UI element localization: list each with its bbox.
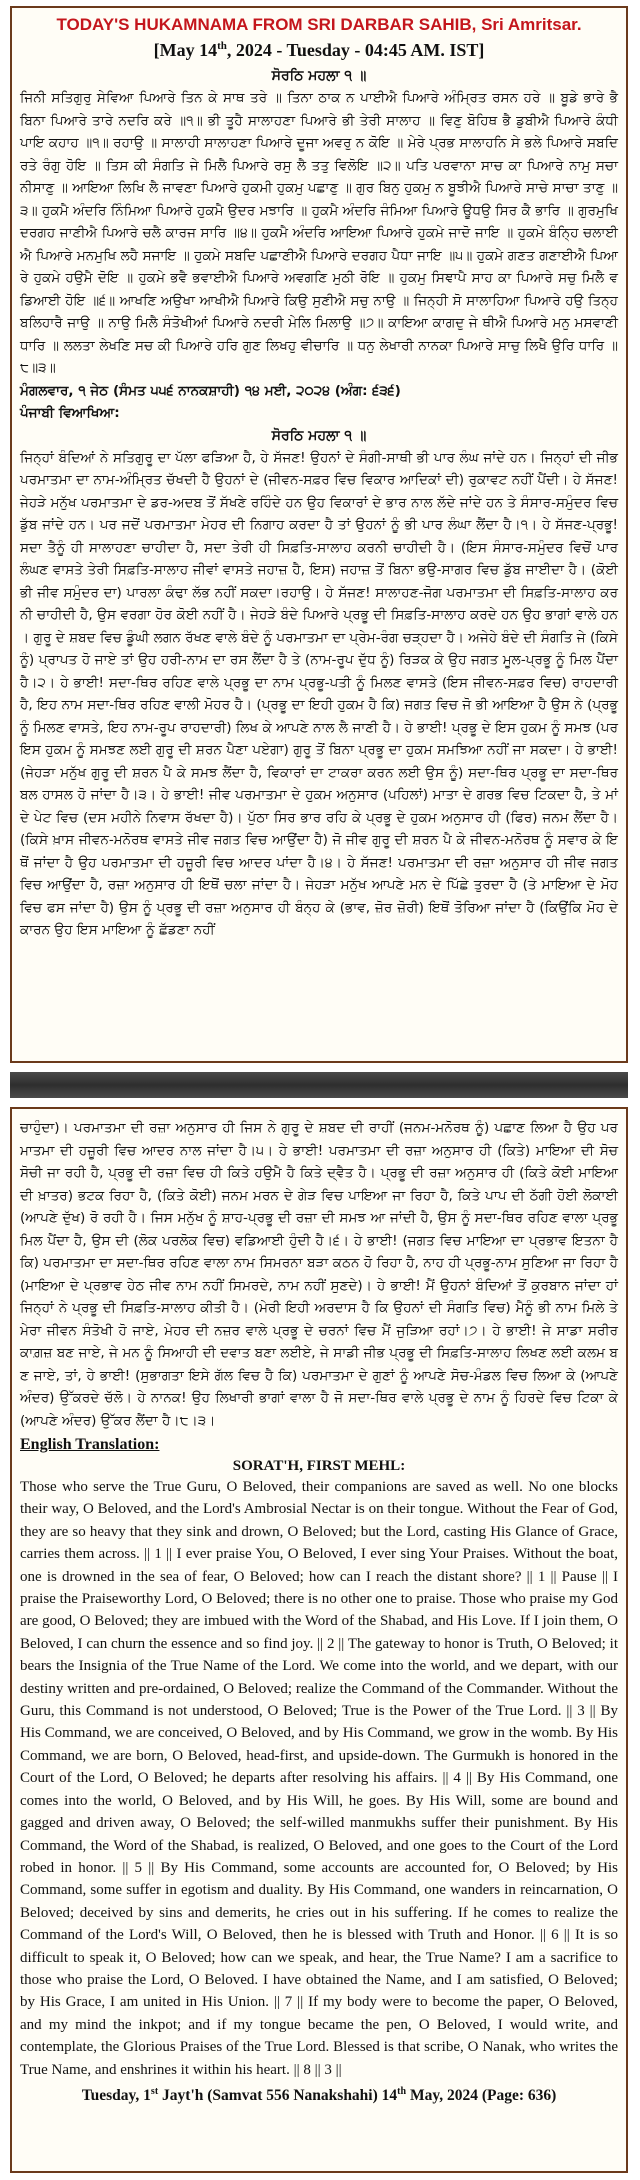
date-time-header: [May 14th, 2024 - Tuesday - 04:45 AM. IST]	[153, 40, 485, 60]
english-translation-text: Those who serve the True Guru, O Beloved, their companions are saved as well. No one blocks their way, O Beloved, and the Lord's Ambrosial Nectar is on their tongue. Without the Fear of God, they are so heavy that they sink and drown, O Beloved; but the Lord, casting His Glance of Grace, carries them across. || 1 || I ever praise You, O Beloved, I ever sing Your Praises. Without the boat, one is drowned in the sea of fear, O Beloved; how can I reach the distant shore? || 1 || Pause || I praise the Praiseworthy Lord, O Beloved; there is no other one to praise. Those who praise my God are good, O Beloved; they are imbued with the Word of the Shabad, and His Love. If I join them, O Beloved, I can churn the essence and so find joy. || 2 || The gateway to honor is Truth, O Beloved; it bears the Insignia of the True Name of the Lord. We come into the world, and we depart, with our destiny written and pre-ordained, O Beloved; realize the Command of the Commander. Without the Guru, this Command is not understood, O Beloved; True is the Power of the True Lord. || 3 || By His Command, we are conceived, O Beloved, and by His Command, we grow in the womb. By His Command, we are born, O Beloved, head-first, and upside-down. The Gurmukh is honored in the Court of the Lord, O Beloved; he departs after resolving his affairs. || 4 || By His Command, one comes into the world, O Beloved, and by His Will, he goes. By His Will, some are bound and gagged and driven away, O Beloved; the self-willed manmukhs suffer their punishment. By His Command, the Word of the Shabad, is realized, O Beloved, and one goes to the Court of the Lord robed in honor. || 5 || By His Command, some accounts are accounted for, O Beloved; by His Command, some suffer in egotism and duality. By His Command, one wanders in reincarnation, O Beloved; deceived by sins and demerits, he cries out in his suffering. If he comes to realize the Command of the Lord's Will, O Beloved, then he is blessed with Truth and Honor. || 6 || It is so difficult to speak it, O Beloved; how can we speak, and hear, the True Name? I am a sacrifice to those who praise the Lord, O Beloved. I have obtained the Name, and I am satisfied, O Beloved; by His Grace, I am united in His Union. || 7 || If my body were to become the paper, O Beloved, and my mind the inkpot; and if my tongue became the pen, O Beloved, I would write, and contemplate, the Glorious Praises of the True Lord. Blessed is that scribe, O Nanak, who writes the True Name, and enshrines it within his heart. || 8 || 3 ||	[20, 1479, 618, 2078]
section-divider	[10, 1072, 628, 1098]
english-translation-heading: English Translation:	[20, 1436, 160, 1453]
gurbani-text: ਜਿਨੀ ਸਤਿਗੁਰੁ ਸੇਵਿਆ ਪਿਆਰੇ ਤਿਨ ਕੇ ਸਾਥ ਤਰੇ ॥ ਤਿਨਾ ਠਾਕ ਨ ਪਾਈਐ ਪਿਆਰੇ ਅੰਮ੍ਰਿਤ ਰਸਨ ਹਰੇ ॥ ਬੂਡੇ ਭਾਰੇ ਭੈ ਬਿਨਾ ਪਿਆਰੇ ਤਾਰੇ ਨਦਰਿ ਕਰੇ ॥੧॥ ਭੀ ਤੂਹੈ ਸਾਲਾਹਣਾ ਪਿਆਰੇ ਭੀ ਤੇਰੀ ਸਾਲਾਹ ॥ ਵਿਣੁ ਬੋਹਿਥ ਭੈ ਡੁਬੀਐ ਪਿਆਰੇ ਕੰਧੀ ਪਾਇ ਕਹਾਹ ॥੧॥ ਰਹਾਉ ॥ ਸਾਲਾਹੀ ਸਾਲਾਹਣਾ ਪਿਆਰੇ ਦੂਜਾ ਅਵਰੁ ਨ ਕੋਇ ॥ ਮੇਰੇ ਪ੍ਰਭ ਸਾਲਾਹਨਿ ਸੇ ਭਲੇ ਪਿਆਰੇ ਸਬਦਿ ਰਤੇ ਰੰਗੁ ਹੋਇ ॥ ਤਿਸ ਕੀ ਸੰਗਤਿ ਜੇ ਮਿਲੈ ਪਿਆਰੇ ਰਸੁ ਲੈ ਤਤੁ ਵਿਲੋਇ ॥੨॥ ਪਤਿ ਪਰਵਾਨਾ ਸਾਚ ਕਾ ਪਿਆਰੇ ਨਾਮੁ ਸਚਾ ਨੀਸਾਣੁ ॥ ਆਇਆ ਲਿਖਿ ਲੈ ਜਾਵਣਾ ਪਿਆਰੇ ਹੁਕਮੀ ਹੁਕਮੁ ਪਛਾਣੁ ॥ ਗੁਰ ਬਿਨੁ ਹੁਕਮੁ ਨ ਬੂਝੀਐ ਪਿਆਰੇ ਸਾਚੇ ਸਾਚਾ ਤਾਣੁ ॥੩॥ ਹੁਕਮੈ ਅੰਦਰਿ ਨਿੰਮਿਆ ਪਿਆਰੇ ਹੁਕਮੈ ਉਦਰ ਮਝਾਰਿ ॥ ਹੁਕਮੈ ਅੰਦਰਿ ਜੰਮਿਆ ਪਿਆਰੇ ਊਧਉ ਸਿਰ ਕੈ ਭਾਰਿ ॥ ਗੁਰਮੁਖਿ ਦਰਗਹ ਜਾਣੀਐ ਪਿਆਰੇ ਚਲੈ ਕਾਰਜ ਸਾਰਿ ॥੪॥ ਹੁਕਮੈ ਅੰਦਰਿ ਆਇਆ ਪਿਆਰੇ ਹੁਕਮੇ ਜਾਦੋ ਜਾਇ ॥ ਹੁਕਮੇ ਬੰਨ੍ਹਿ ਚਲਾਈਐ ਪਿਆਰੇ ਮਨਮੁਖਿ ਲਹੈ ਸਜਾਇ ॥ ਹੁਕਮੇ ਸਬਦਿ ਪਛਾਣੀਐ ਪਿਆਰੇ ਦਰਗਹ ਪੈਧਾ ਜਾਇ ॥੫॥ ਹੁਕਮੇ ਗਣਤ ਗਣਾਈਐ ਪਿਆਰੇ ਹੁਕਮੇ ਹਉਮੈ ਦੋਇ ॥ ਹੁਕਮੇ ਭਵੈ ਭਵਾਈਐ ਪਿਆਰੇ ਅਵਗਣਿ ਮੁਠੀ ਰੋਇ ॥ ਹੁਕਮੁ ਸਿਞਾਪੈ ਸਾਹ ਕਾ ਪਿਆਰੇ ਸਚੁ ਮਿਲੈ ਵਡਿਆਈ ਹੋਇ ॥੬॥ ਆਖਣਿ ਅਉਖਾ ਆਖੀਐ ਪਿਆਰੇ ਕਿਉ ਸੁਣੀਐ ਸਚੁ ਨਾਉ ॥ ਜਿਨ੍ਹੀ ਸੋ ਸਾਲਾਹਿਆ ਪਿਆਰੇ ਹਉ ਤਿਨ੍ਹ ਬਲਿਹਾਰੈ ਜਾਉ ॥ ਨਾਉ ਮਿਲੈ ਸੰਤੋਖੀਆਂ ਪਿਆਰੇ ਨਦਰੀ ਮੇਲਿ ਮਿਲਾਉ ॥੭॥ ਕਾਇਆ ਕਾਗਦੁ ਜੇ ਥੀਐ ਪਿਆਰੇ ਮਨੁ ਮਸਵਾਣੀ ਧਾਰਿ ॥ ਲਲਤਾ ਲੇਖਣਿ ਸਚ ਕੀ ਪਿਆਰੇ ਹਰਿ ਗੁਣ ਲਿਖਹੁ ਵੀਚਾਰਿ ॥ ਧਨੁ ਲੇਖਾਰੀ ਨਾਨਕਾ ਪਿਆਰੇ ਸਾਚੁ ਲਿਖੈ ਉਰਿ ਧਾਰਿ ॥੮॥੩॥	[20, 90, 618, 376]
page-title: TODAY'S HUKAMNAMA FROM SRI DARBAR SAHIB, Sri Amritsar.	[56, 15, 582, 34]
gurmukhi-date-line: ਮੰਗਲਵਾਰ, ੧ ਜੇਠ (ਸੰਮਤ ੫੫੬ ਨਾਨਕਸ਼ਾਹੀ) ੧੪ ਮਈ, ੨੦੨੪ (ਅੰਗ: ੬੩੬)	[20, 382, 401, 399]
punjabi-heading: ਸੋਰਠਿ ਮਹਲਾ ੧ ॥	[271, 427, 367, 444]
gurbani-heading: ਸੋਰਠਿ ਮਹਲਾ ੧ ॥	[271, 68, 367, 84]
punjabi-explanation-text-top: ਜਿਨ੍ਹਾਂ ਬੰਦਿਆਂ ਨੇ ਸਤਿਗੁਰੂ ਦਾ ਪੱਲਾ ਫੜਿਆ ਹੈ, ਹੇ ਸੱਜਣ! ਉਹਨਾਂ ਦੇ ਸੰਗੀ-ਸਾਥੀ ਭੀ ਪਾਰ ਲੰਘ ਜਾਂਦੇ ਹਨ। ਜਿਨ੍ਹਾਂ ਦੀ ਜੀਭ ਪਰਮਾਤਮਾ ਦਾ ਨਾਮ-ਅੰਮ੍ਰਿਤ ਚੱਖਦੀ ਹੈ ਉਹਨਾਂ ਦੇ (ਜੀਵਨ-ਸਫ਼ਰ ਵਿਚ ਵਿਕਾਰ ਆਦਿਕਾਂ ਦੀ) ਰੁਕਾਵਟ ਨਹੀਂ ਪੈਂਦੀ। ਹੇ ਸੱਜਣ! ਜੇਹੜੇ ਮਨੁੱਖ ਪਰਮਾਤਮਾ ਦੇ ਡਰ-ਅਦਬ ਤੋਂ ਸੱਖਣੇ ਰਹਿੰਦੇ ਹਨ ਉਹ ਵਿਕਾਰਾਂ ਦੇ ਭਾਰ ਨਾਲ ਲੱਦੇ ਜਾਂਦੇ ਹਨ ਤੇ ਸੰਸਾਰ-ਸਮੁੰਦਰ ਵਿਚ ਡੁੱਬ ਜਾਂਦੇ ਹਨ। ਪਰ ਜਦੋਂ ਪਰਮਾਤਮਾ ਮੇਹਰ ਦੀ ਨਿਗਾਹ ਕਰਦਾ ਹੈ ਤਾਂ ਉਹਨਾਂ ਨੂੰ ਭੀ ਪਾਰ ਲੰਘਾ ਲੈਂਦਾ ਹੈ।੧। ਹੇ ਸੱਜਣ-ਪ੍ਰਭੂ! ਸਦਾ ਤੈਨੂੰ ਹੀ ਸਾਲਾਹਣਾ ਚਾਹੀਦਾ ਹੈ, ਸਦਾ ਤੇਰੀ ਹੀ ਸਿਫ਼ਤਿ-ਸਾਲਾਹ ਕਰਨੀ ਚਾਹੀਦੀ ਹੈ। (ਇਸ ਸੰਸਾਰ-ਸਮੁੰਦਰ ਵਿਚੋਂ ਪਾਰ ਲੰਘਣ ਵਾਸਤੇ ਤੇਰੀ ਸਿਫ਼ਤਿ-ਸਾਲਾਹ ਜੀਵਾਂ ਵਾਸਤੇ ਜਹਾਜ਼ ਹੈ, ਇਸ) ਜਹਾਜ਼ ਤੋਂ ਬਿਨਾ ਭਉ-ਸਾਗਰ ਵਿਚ ਡੁੱਬ ਜਾਈਦਾ ਹੈ। (ਕੋਈ ਭੀ ਜੀਵ ਸਮੁੰਦਰ ਦਾ) ਪਾਰਲਾ ਕੰਢਾ ਲੱਭ ਨਹੀਂ ਸਕਦਾ।ਰਹਾਉ। ਹੇ ਸੱਜਣ! ਸਾਲਾਹਣ-ਜੋਗ ਪਰਮਾਤਮਾ ਦੀ ਸਿਫ਼ਤਿ-ਸਾਲਾਹ ਕਰਨੀ ਚਾਹੀਦੀ ਹੈ, ਉਸ ਵਰਗਾ ਹੋਰ ਕੋਈ ਨਹੀਂ ਹੈ। ਜੇਹੜੇ ਬੰਦੇ ਪਿਆਰੇ ਪ੍ਰਭੂ ਦੀ ਸਿਫ਼ਤਿ-ਸਾਲਾਹ ਕਰਦੇ ਹਨ ਉਹ ਭਾਗਾਂ ਵਾਲੇ ਹਨ। ਗੁਰੂ ਦੇ ਸ਼ਬਦ ਵਿਚ ਡੂੰਘੀ ਲਗਨ ਰੱਖਣ ਵਾਲੇ ਬੰਦੇ ਨੂੰ ਪਰਮਾਤਮਾ ਦਾ ਪ੍ਰੇਮ-ਰੰਗ ਚੜ੍ਹਦਾ ਹੈ। ਅਜੇਹੇ ਬੰਦੇ ਦੀ ਸੰਗਤਿ ਜੇ (ਕਿਸੇ ਨੂੰ) ਪ੍ਰਾਪਤ ਹੋ ਜਾਏ ਤਾਂ ਉਹ ਹਰੀ-ਨਾਮ ਦਾ ਰਸ ਲੈਂਦਾ ਹੈ ਤੇ (ਨਾਮ-ਰੂਪ ਦੁੱਧ ਨੂੰ) ਰਿੜਕ ਕੇ ਉਹ ਜਗਤ ਮੂਲ-ਪ੍ਰਭੂ ਨੂੰ ਮਿਲ ਪੈਂਦਾ ਹੈ।੨। ਹੇ ਭਾਈ! ਸਦਾ-ਥਿਰ ਰਹਿਣ ਵਾਲੇ ਪ੍ਰਭੂ ਦਾ ਨਾਮ ਪ੍ਰਭੂ-ਪਤੀ ਨੂੰ ਮਿਲਣ ਵਾਸਤੇ (ਇਸ ਜੀਵਨ-ਸਫ਼ਰ ਵਿਚ) ਰਾਹਦਾਰੀ ਹੈ, ਇਹ ਨਾਮ ਸਦਾ-ਥਿਰ ਰਹਿਣ ਵਾਲੀ ਮੋਹਰ ਹੈ। (ਪ੍ਰਭੂ ਦਾ ਇਹੀ ਹੁਕਮ ਹੈ ਕਿ) ਜਗਤ ਵਿਚ ਜੋ ਭੀ ਆਇਆ ਹੈ ਉਸ ਨੇ (ਪ੍ਰਭੂ ਨੂੰ ਮਿਲਣ ਵਾਸਤੇ, ਇਹ ਨਾਮ-ਰੂਪ ਰਾਹਦਾਰੀ) ਲਿਖ ਕੇ ਆਪਣੇ ਨਾਲ ਲੈ ਜਾਣੀ ਹੈ। ਹੇ ਭਾਈ! ਪ੍ਰਭੂ ਦੇ ਇਸ ਹੁਕਮ ਨੂੰ ਸਮਝ (ਪਰ ਇਸ ਹੁਕਮ ਨੂੰ ਸਮਝਣ ਲਈ ਗੁਰੂ ਦੀ ਸ਼ਰਨ ਪੈਣਾ ਪਏਗਾ) ਗੁਰੂ ਤੋਂ ਬਿਨਾ ਪ੍ਰਭੂ ਦਾ ਹੁਕਮ ਸਮਝਿਆ ਨਹੀਂ ਜਾ ਸਕਦਾ। ਹੇ ਭਾਈ! (ਜੇਹੜਾ ਮਨੁੱਖ ਗੁਰੂ ਦੀ ਸ਼ਰਨ ਪੈ ਕੇ ਸਮਝ ਲੈਂਦਾ ਹੈ, ਵਿਕਾਰਾਂ ਦਾ ਟਾਕਰਾ ਕਰਨ ਲਈ ਉਸ ਨੂੰ) ਸਦਾ-ਥਿਰ ਪ੍ਰਭੂ ਦਾ ਸਦਾ-ਥਿਰ ਬਲ ਹਾਸਲ ਹੋ ਜਾਂਦਾ ਹੈ।੩। ਹੇ ਭਾਈ! ਜੀਵ ਪਰਮਾਤਮਾ ਦੇ ਹੁਕਮ ਅਨੁਸਾਰ (ਪਹਿਲਾਂ) ਮਾਤਾ ਦੇ ਗਰਭ ਵਿਚ ਟਿਕਦਾ ਹੈ, ਤੇ ਮਾਂ ਦੇ ਪੇਟ ਵਿਚ (ਦਸ ਮਹੀਨੇ ਨਿਵਾਸ ਰੱਖਦਾ ਹੈ)। ਪੁੱਠਾ ਸਿਰ ਭਾਰ ਰਹਿ ਕੇ ਪ੍ਰਭੂ ਦੇ ਹੁਕਮ ਅਨੁਸਾਰ ਹੀ (ਫਿਰ) ਜਨਮ ਲੈਂਦਾ ਹੈ। (ਕਿਸੇ ਖ਼ਾਸ ਜੀਵਨ-ਮਨੋਰਥ ਵਾਸਤੇ ਜੀਵ ਜਗਤ ਵਿਚ ਆਉਂਦਾ ਹੈ) ਜੋ ਜੀਵ ਗੁਰੂ ਦੀ ਸ਼ਰਨ ਪੈ ਕੇ ਜੀਵਨ-ਮਨੋਰਥ ਨੂੰ ਸਵਾਰ ਕੇ ਇਥੋਂ ਜਾਂਦਾ ਹੈ ਉਹ ਪਰਮਾਤਮਾ ਦੀ ਹਜ਼ੂਰੀ ਵਿਚ ਆਦਰ ਪਾਂਦਾ ਹੈ।੪। ਹੇ ਸੱਜਣ! ਪਰਮਾਤਮਾ ਦੀ ਰਜ਼ਾ ਅਨੁਸਾਰ ਹੀ ਜੀਵ ਜਗਤ ਵਿਚ ਆਉਂਦਾ ਹੈ, ਰਜ਼ਾ ਅਨੁਸਾਰ ਹੀ ਇਥੋਂ ਚਲਾ ਜਾਂਦਾ ਹੈ। ਜੇਹੜਾ ਮਨੁੱਖ ਆਪਣੇ ਮਨ ਦੇ ਪਿੱਛੇ ਤੁਰਦਾ ਹੈ (ਤੇ ਮਾਇਆ ਦੇ ਮੋਹ ਵਿਚ ਫਸ ਜਾਂਦਾ ਹੈ) ਉਸ ਨੂੰ ਪ੍ਰਭੂ ਦੀ ਰਜ਼ਾ ਅਨੁਸਾਰ ਹੀ ਬੰਨ੍ਹ ਕੇ (ਭਾਵ, ਜ਼ੋਰ ਜ਼ੋਰੀ) ਇਥੋਂ ਤੋਰਿਆ ਜਾਂਦਾ ਹੈ (ਕਿਉਂਕਿ ਮੋਹ ਦੇ ਕਾਰਨ ਉਹ ਇਸ ਮਾਇਆ ਨੂੰ ਛੱਡਣਾ ਨਹੀਂ	[20, 449, 618, 938]
punjabi-explanation-label: ਪੰਜਾਬੀ ਵਿਆਖਿਆ:	[20, 405, 120, 421]
punjabi-explanation-text-bottom: ਚਾਹੁੰਦਾ)। ਪਰਮਾਤਮਾ ਦੀ ਰਜ਼ਾ ਅਨੁਸਾਰ ਹੀ ਜਿਸ ਨੇ ਗੁਰੂ ਦੇ ਸ਼ਬਦ ਦੀ ਰਾਹੀਂ (ਜਨਮ-ਮਨੋਰਥ ਨੂੰ) ਪਛਾਣ ਲਿਆ ਹੈ ਉਹ ਪਰਮਾਤਮਾ ਦੀ ਹਜ਼ੂਰੀ ਵਿਚ ਆਦਰ ਨਾਲ ਜਾਂਦਾ ਹੈ।੫। ਹੇ ਭਾਈ! ਪਰਮਾਤਮਾ ਦੀ ਰਜ਼ਾ ਅਨੁਸਾਰ ਹੀ (ਕਿਤੇ) ਮਾਇਆ ਦੀ ਸੋਚ ਸੋਚੀ ਜਾ ਰਹੀ ਹੈ, ਪ੍ਰਭੂ ਦੀ ਰਜ਼ਾ ਵਿਚ ਹੀ ਕਿਤੇ ਹਉਮੈ ਹੈ ਕਿਤੇ ਦ੍ਵੈਤ ਹੈ। ਪ੍ਰਭੂ ਦੀ ਰਜ਼ਾ ਅਨੁਸਾਰ ਹੀ (ਕਿਤੇ ਕੋਈ ਮਾਇਆ ਦੀ ਖ਼ਾਤਰ) ਭਟਕ ਰਿਹਾ ਹੈ, (ਕਿਤੇ ਕੋਈ) ਜਨਮ ਮਰਨ ਦੇ ਗੇੜ ਵਿਚ ਪਾਇਆ ਜਾ ਰਿਹਾ ਹੈ, ਕਿਤੇ ਪਾਪ ਦੀ ਠੱਗੀ ਹੋਈ ਲੋਕਾਈ (ਆਪਣੇ ਦੁੱਖ) ਰੋ ਰਹੀ ਹੈ। ਜਿਸ ਮਨੁੱਖ ਨੂੰ ਸ਼ਾਹ-ਪ੍ਰਭੂ ਦੀ ਰਜ਼ਾ ਦੀ ਸਮਝ ਆ ਜਾਂਦੀ ਹੈ, ਉਸ ਨੂੰ ਸਦਾ-ਥਿਰ ਰਹਿਣ ਵਾਲਾ ਪ੍ਰਭੂ ਮਿਲ ਪੈਂਦਾ ਹੈ, ਉਸ ਦੀ (ਲੋਕ ਪਰਲੋਕ ਵਿਚ) ਵਡਿਆਈ ਹੁੰਦੀ ਹੈ।੬। ਹੇ ਭਾਈ! (ਜਗਤ ਵਿਚ ਮਾਇਆ ਦਾ ਪ੍ਰਭਾਵ ਇਤਨਾ ਹੈ ਕਿ) ਪਰਮਾਤਮਾ ਦਾ ਸਦਾ-ਥਿਰ ਰਹਿਣ ਵਾਲਾ ਨਾਮ ਸਿਮਰਨਾ ਬੜਾ ਕਠਨ ਹੋ ਰਿਹਾ ਹੈ, ਨਾਹ ਹੀ ਪ੍ਰਭੂ-ਨਾਮ ਸੁਣਿਆ ਜਾ ਰਿਹਾ ਹੈ (ਮਾਇਆ ਦੇ ਪ੍ਰਭਾਵ ਹੇਠ ਜੀਵ ਨਾਮ ਨਹੀਂ ਸਿਮਰਦੇ, ਨਾਮ ਨਹੀਂ ਸੁਣਦੇ)। ਹੇ ਭਾਈ! ਮੈਂ ਉਹਨਾਂ ਬੰਦਿਆਂ ਤੋਂ ਕੁਰਬਾਨ ਜਾਂਦਾ ਹਾਂ ਜਿਨ੍ਹਾਂ ਨੇ ਪ੍ਰਭੂ ਦੀ ਸਿਫ਼ਤਿ-ਸਾਲਾਹ ਕੀਤੀ ਹੈ। (ਮੇਰੀ ਇਹੀ ਅਰਦਾਸ ਹੈ ਕਿ ਉਹਨਾਂ ਦੀ ਸੰਗਤਿ ਵਿਚ) ਮੈਨੂੰ ਭੀ ਨਾਮ ਮਿਲੇ ਤੇ ਮੇਰਾ ਜੀਵਨ ਸੰਤੋਖੀ ਹੋ ਜਾਏ, ਮੇਹਰ ਦੀ ਨਜ਼ਰ ਵਾਲੇ ਪ੍ਰਭੂ ਦੇ ਚਰਨਾਂ ਵਿਚ ਮੈਂ ਜੁੜਿਆ ਰਹਾਂ।੭। ਹੇ ਭਾਈ! ਜੇ ਸਾਡਾ ਸਰੀਰ ਕਾਗ਼ਜ਼ ਬਣ ਜਾਏ, ਜੇ ਮਨ ਨੂੰ ਸਿਆਹੀ ਦੀ ਦਵਾਤ ਬਣਾ ਲਈਏ, ਜੇ ਸਾਡੀ ਜੀਭ ਪ੍ਰਭੂ ਦੀ ਸਿਫ਼ਤਿ-ਸਾਲਾਹ ਲਿਖਣ ਲਈ ਕਲਮ ਬਣ ਜਾਏ, ਤਾਂ, ਹੇ ਭਾਈ! (ਸੁਭਾਗਤਾ ਇਸੇ ਗੱਲ ਵਿਚ ਹੈ ਕਿ) ਪਰਮਾਤਮਾ ਦੇ ਗੁਣਾਂ ਨੂੰ ਆਪਣੇ ਸੋਚ-ਮੰਡਲ ਵਿਚ ਲਿਆ ਕੇ (ਆਪਣੇ ਅੰਦਰ) ਉੱਕਰਦੇ ਚੱਲੋ। ਹੇ ਨਾਨਕ! ਉਹ ਲਿਖਾਰੀ ਭਾਗਾਂ ਵਾਲਾ ਹੈ ਜੋ ਸਦਾ-ਥਿਰ ਵਾਲੇ ਪ੍ਰਭੂ ਦੇ ਨਾਮ ਨੂੰ ਹਿਰਦੇ ਵਿਚ ਟਿਕਾ ਕੇ (ਆਪਣੇ ਅੰਦਰ) ਉੱਕਰ ਲੈਂਦਾ ਹੈ।੮।੩।	[20, 1120, 618, 1429]
english-subheading: SORAT'H, FIRST MEHL:	[232, 1458, 406, 1474]
hukamnama-bottom-panel	[10, 1107, 628, 2173]
footer-date-line: Tuesday, 1st Jayt'h (Samvat 556 Nanakshahi) 14th May, 2024 (Page: 636)	[81, 2085, 557, 2105]
hukamnama-top-panel	[10, 6, 628, 1063]
